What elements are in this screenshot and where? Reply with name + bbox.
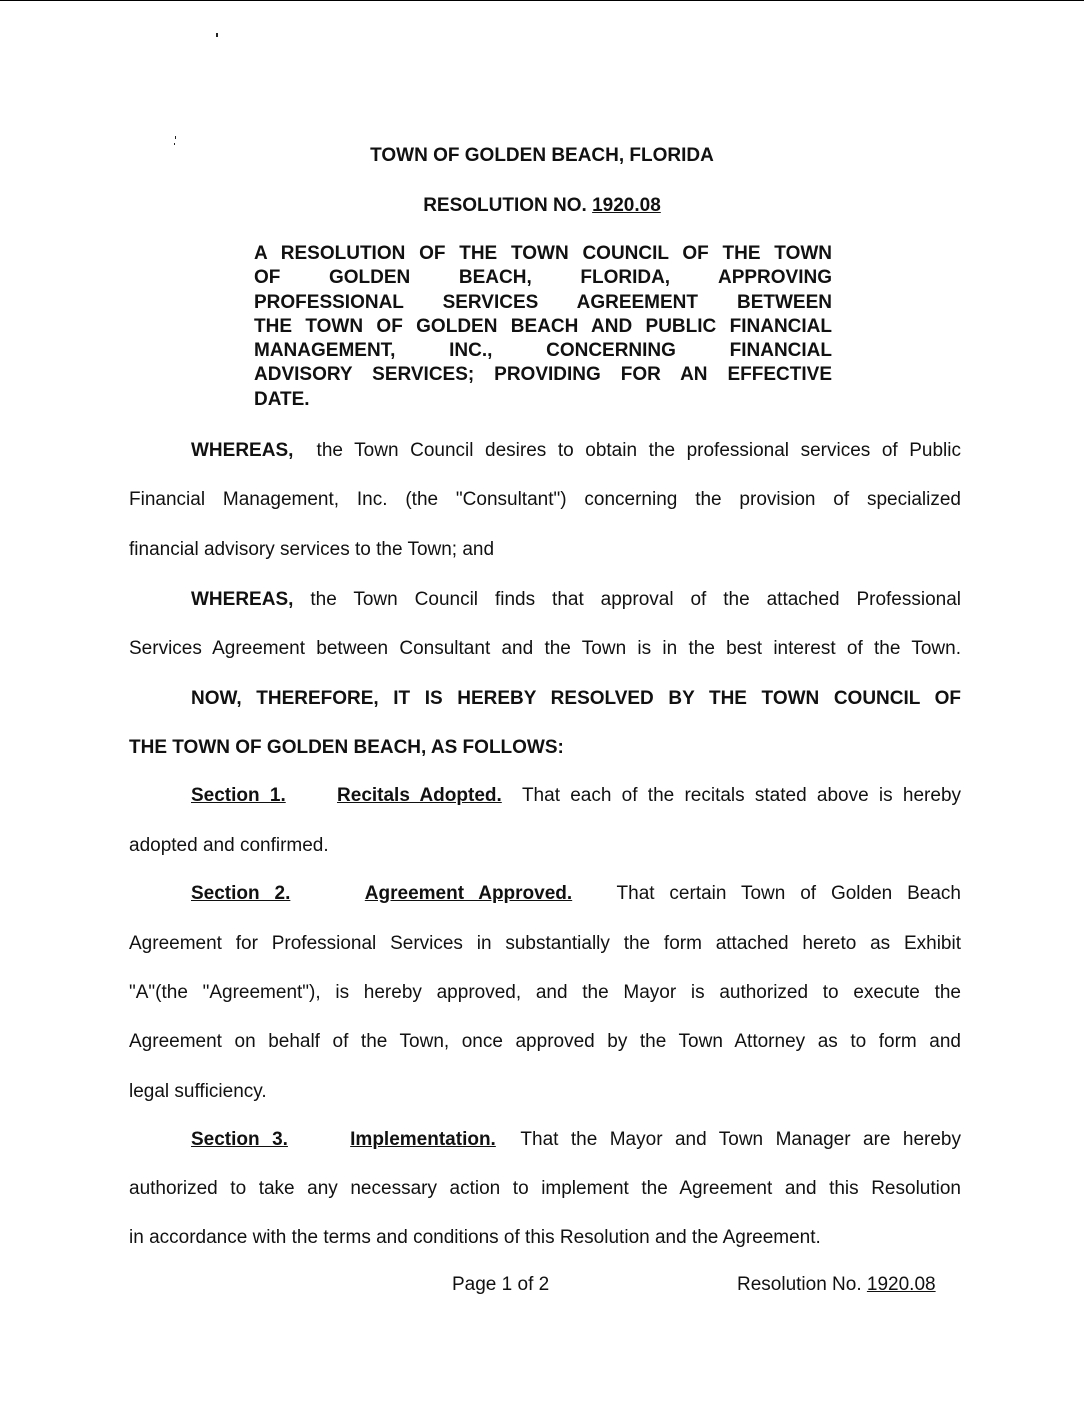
footer-resolution-number: 1920.08 — [866, 1274, 936, 1295]
resolved-text: THE TOWN OF GOLDEN BEACH, AS FOLLOWS: — [129, 737, 564, 758]
paragraph-text: Agreement for Professional Services in substantially the form attached hereto as Exhibit — [129, 933, 961, 954]
paragraph-text: That each of the recitals stated above is hereby — [521, 785, 962, 806]
resolution-number: 1920.08 — [592, 195, 661, 216]
caption-line: ADVISORY SERVICES; PROVIDING FOR AN EFFECTIVE — [254, 364, 832, 386]
paragraph-text: the Town Council desires to obtain the professional services of Public — [316, 440, 962, 461]
footer-resolution — [737, 1274, 936, 1296]
caption-line: PROFESSIONAL SERVICES AGREEMENT BETWEEN — [254, 291, 832, 313]
section-number: Section 1. — [191, 785, 286, 806]
caption-line: OF GOLDEN BEACH, FLORIDA, APPROVING — [254, 267, 832, 289]
paragraph-text: "A"(the "Agreement"), is hereby approved, and the Mayor is authorized to execute the — [129, 982, 961, 1003]
paragraph-text: legal sufficiency. — [129, 1081, 267, 1102]
resolution-title — [0, 195, 1084, 217]
paragraph-text: the Town Council finds that approval of the attached Professional — [310, 589, 962, 610]
caption-line: A RESOLUTION OF THE TOWN COUNCIL OF THE TOWN — [254, 243, 832, 264]
paragraph-text: Services Agreement between Consultant and the Town is in the best interest of the Town. — [129, 638, 961, 659]
paragraph-text: Agreement on behalf of the Town, once approved by the Town Attorney as to form and — [129, 1031, 961, 1052]
resolution-caption — [254, 242, 832, 412]
paragraph-text: adopted and confirmed. — [129, 835, 329, 856]
whereas-lead: WHEREAS, — [191, 440, 294, 461]
paragraph-text: financial advisory services to the Town; and — [129, 539, 495, 560]
paragraph-text: That the Mayor and Town Manager are hereby — [520, 1129, 962, 1150]
section-number: Section 3. — [191, 1129, 288, 1150]
scan-speck — [216, 33, 218, 37]
scan-top-edge — [0, 0, 1084, 1]
paragraph-text: Financial Management, Inc. (the "Consultant") concerning the provision of specialized — [129, 489, 961, 510]
resolved-text: NOW, THEREFORE, IT IS HEREBY RESOLVED BY THE TOWN COUNCIL OF — [191, 688, 961, 709]
paragraph-text: in accordance with the terms and conditions of this Resolution and the Agreement. — [129, 1227, 821, 1248]
section-heading: Agreement Approved. — [364, 883, 573, 904]
page-number: Page 1 of 2 — [452, 1274, 550, 1295]
section-heading: Recitals Adopted. — [337, 785, 502, 806]
caption-line: MANAGEMENT, INC., CONCERNING FINANCIAL — [254, 340, 832, 362]
scan-speck — [175, 136, 176, 139]
caption-line: DATE. — [254, 388, 310, 410]
section-heading: Implementation. — [350, 1129, 496, 1150]
town-title: TOWN OF GOLDEN BEACH, FLORIDA — [370, 145, 714, 166]
resolution-label: RESOLUTION NO. — [423, 195, 587, 216]
paragraph-text: authorized to take any necessary action to implement the Agreement and this Resolution — [129, 1178, 961, 1199]
section-number: Section 2. — [191, 883, 291, 904]
footer-resolution-label: Resolution No. — [737, 1274, 862, 1295]
caption-line: THE TOWN OF GOLDEN BEACH AND PUBLIC FINANCIAL — [254, 315, 832, 337]
whereas-lead: WHEREAS, — [191, 589, 294, 610]
paragraph-text: That certain Town of Golden Beach — [616, 883, 961, 904]
